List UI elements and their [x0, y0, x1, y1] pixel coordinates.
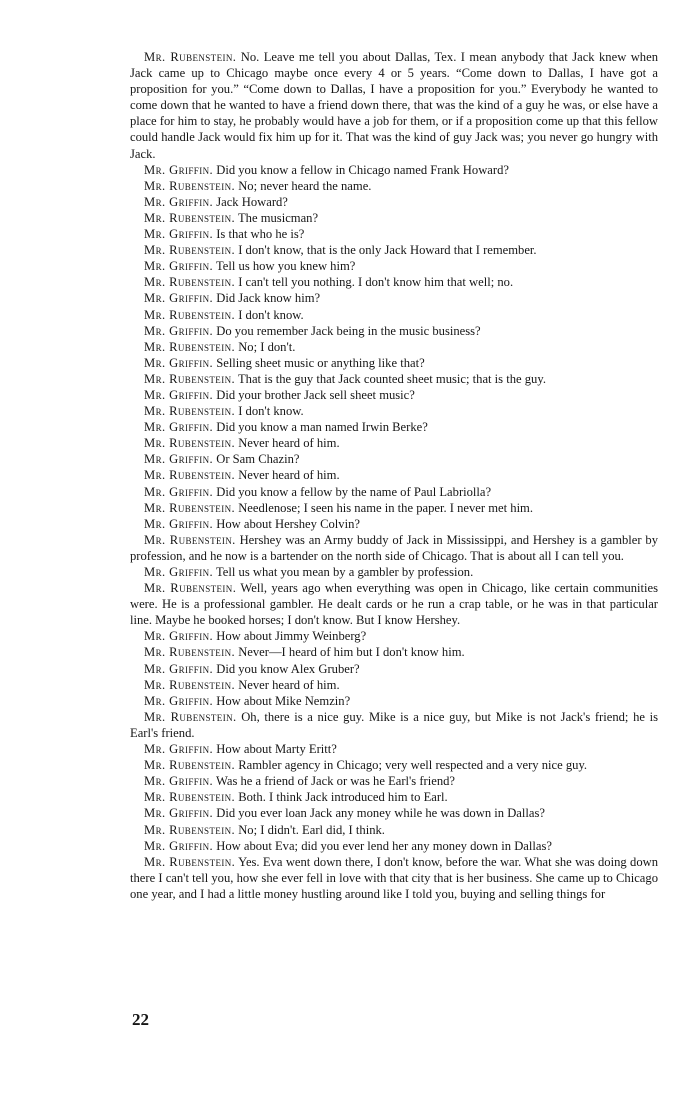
- testimony-paragraph: [130, 339, 658, 355]
- speaker-name: Mr. Griffin.: [144, 629, 214, 644]
- testimony-paragraph: [130, 693, 658, 709]
- testimony-paragraph: [130, 532, 658, 564]
- testimony-text: Tell us how you knew him?: [215, 259, 356, 274]
- speaker-name: Mr. Rubenstein.: [144, 854, 236, 869]
- testimony-text: Rambler agency in Chicago; very well respected and a very nice guy.: [238, 758, 588, 773]
- testimony-text: Do you remember Jack being in the music business?: [216, 323, 481, 338]
- speaker-name: Mr. Rubenstein.: [144, 307, 236, 322]
- speaker-name: Mr. Griffin.: [144, 194, 214, 209]
- testimony-text: Did you know a man named Irwin Berke?: [216, 420, 428, 435]
- speaker-name: Mr. Rubenstein.: [144, 50, 237, 64]
- testimony-text: Tell us what you mean by a gambler by profession.: [215, 565, 474, 579]
- speaker-name: Mr. Griffin.: [144, 355, 214, 370]
- testimony-text: Jack Howard?: [216, 194, 288, 209]
- testimony-paragraph: [130, 274, 658, 290]
- speaker-name: Mr. Rubenstein.: [144, 468, 236, 483]
- transcript-body: [130, 49, 658, 902]
- transcript-page: [130, 49, 658, 902]
- speaker-name: Mr. Griffin.: [144, 387, 214, 402]
- testimony-text: How about Jimmy Weinberg?: [216, 629, 367, 644]
- speaker-name: Mr. Rubenstein.: [144, 581, 237, 596]
- speaker-name: Mr. Griffin.: [144, 452, 214, 467]
- speaker-name: Mr. Griffin.: [144, 484, 214, 499]
- testimony-text: Did you ever loan Jack any money while he was down in Dallas?: [216, 806, 545, 821]
- speaker-name: Mr. Rubenstein.: [144, 500, 236, 515]
- speaker-name: Mr. Griffin.: [144, 661, 214, 676]
- speaker-name: Mr. Rubenstein.: [144, 275, 236, 290]
- speaker-name: Mr. Griffin.: [144, 259, 214, 274]
- testimony-paragraph: [130, 387, 658, 403]
- testimony-paragraph: [130, 403, 658, 419]
- speaker-name: Mr. Griffin.: [144, 162, 214, 177]
- testimony-text: Never—I heard of him but I don't know him.: [238, 645, 465, 660]
- testimony-text: I can't tell you nothing. I don't know him that well; no.: [238, 275, 514, 290]
- speaker-name: Mr. Griffin.: [144, 291, 214, 306]
- testimony-paragraph: [130, 307, 658, 323]
- speaker-name: Mr. Rubenstein.: [144, 210, 236, 225]
- testimony-text: Is that who he is?: [216, 227, 305, 242]
- testimony-paragraph: [130, 516, 658, 532]
- testimony-text: I don't know.: [238, 404, 304, 419]
- testimony-paragraph: [130, 242, 658, 258]
- testimony-text: How about Hershey Colvin?: [216, 516, 360, 531]
- testimony-paragraph: [130, 467, 658, 483]
- speaker-name: Mr. Rubenstein.: [144, 758, 236, 773]
- testimony-text: Never heard of him.: [238, 468, 340, 483]
- testimony-paragraph: [130, 757, 658, 773]
- testimony-text: Did you know a fellow by the name of Paul Labriolla?: [216, 484, 492, 499]
- testimony-paragraph: [130, 355, 658, 371]
- testimony-text: Was he a friend of Jack or was he Earl's friend?: [215, 774, 456, 789]
- testimony-text: Hershey was an Army buddy of Jack in Mississippi, and Hershey is a gambler by profession, and he now is a bartender on the north side of Chicago. That is about all I can tell you.: [130, 532, 658, 563]
- testimony-text: Selling sheet music or anything like that?: [216, 355, 425, 370]
- testimony-paragraph: [130, 451, 658, 467]
- testimony-text: I don't know, that is the only Jack Howard that I remember.: [238, 243, 537, 258]
- speaker-name: Mr. Rubenstein.: [144, 645, 236, 660]
- testimony-text: Did you know Alex Gruber?: [216, 661, 360, 676]
- speaker-name: Mr. Griffin.: [144, 516, 214, 531]
- testimony-text: How about Mike Nemzin?: [216, 693, 351, 708]
- testimony-text: Did you know a fellow in Chicago named Frank Howard?: [216, 162, 509, 177]
- speaker-name: Mr. Rubenstein.: [144, 404, 236, 419]
- speaker-name: Mr. Griffin.: [144, 323, 214, 338]
- testimony-paragraph: [130, 484, 658, 500]
- testimony-paragraph: [130, 580, 658, 628]
- speaker-name: Mr. Griffin.: [144, 774, 214, 789]
- speaker-name: Mr. Rubenstein.: [144, 790, 236, 805]
- testimony-text: No; I don't.: [238, 339, 296, 354]
- testimony-paragraph: [130, 661, 658, 677]
- testimony-text: No; never heard the name.: [238, 178, 372, 193]
- speaker-name: Mr. Rubenstein.: [144, 709, 237, 724]
- testimony-paragraph: [130, 773, 658, 789]
- testimony-text: Or Sam Chazin?: [216, 452, 300, 467]
- testimony-paragraph: [130, 258, 658, 274]
- testimony-paragraph: [130, 789, 658, 805]
- testimony-paragraph: [130, 371, 658, 387]
- testimony-paragraph: [130, 290, 658, 306]
- speaker-name: Mr. Griffin.: [144, 742, 214, 757]
- speaker-name: Mr. Rubenstein.: [144, 339, 236, 354]
- testimony-paragraph: [130, 178, 658, 194]
- testimony-paragraph: [130, 854, 658, 902]
- speaker-name: Mr. Rubenstein.: [144, 243, 236, 258]
- testimony-paragraph: [130, 564, 658, 580]
- testimony-paragraph: [130, 435, 658, 451]
- testimony-text: I don't know.: [238, 307, 304, 322]
- testimony-text: No. Leave me tell you about Dallas, Tex. I mean anybody that Jack knew when Jack came up to Chicago maybe once every 4 or 5 years. “Come down to Dallas, I have got a proposition for you.” “Come down to Dallas, I have a proposition for you.” Everybody he wanted to come down that he wanted to have a friend down there, that was the kind of a guy he was, or else have a place for him to stay, he probably would have a job for them, or if a proposition come up that this fellow could handle Jack would fix him up for it. That was the kind of guy Jack was; you never go hungry with Jack.: [130, 50, 658, 161]
- testimony-paragraph: [130, 323, 658, 339]
- testimony-paragraph: [130, 210, 658, 226]
- testimony-text: That is the guy that Jack counted sheet music; that is the guy.: [237, 371, 546, 386]
- speaker-name: Mr. Rubenstein.: [144, 822, 236, 837]
- testimony-text: Never heard of him.: [238, 436, 340, 451]
- speaker-name: Mr. Griffin.: [144, 227, 214, 242]
- speaker-name: Mr. Griffin.: [144, 806, 214, 821]
- testimony-paragraph: [130, 741, 658, 757]
- speaker-name: Mr. Rubenstein.: [144, 371, 236, 386]
- testimony-text: Yes. Eva went down there, I don't know, before the war. What she was doing down there I can't tell you, how she ever fell in love with that city that is her business. She came up to Chicago one year, and I had a little money hustling around like I told you, buying and selling things for: [130, 854, 659, 901]
- testimony-paragraph: [130, 838, 658, 854]
- testimony-text: The musicman?: [237, 210, 319, 225]
- testimony-paragraph: [130, 805, 658, 821]
- speaker-name: Mr. Rubenstein.: [144, 532, 236, 547]
- testimony-text: How about Marty Eritt?: [216, 742, 337, 757]
- speaker-name: Mr. Griffin.: [144, 565, 214, 579]
- page-number: 22: [132, 1010, 149, 1029]
- speaker-name: Mr. Griffin.: [144, 693, 214, 708]
- testimony-text: How about Eva; did you ever lend her any money down in Dallas?: [216, 838, 552, 853]
- testimony-paragraph: [130, 628, 658, 644]
- testimony-paragraph: [130, 709, 658, 741]
- testimony-text: Well, years ago when everything was open in Chicago, like certain communities were. He is a professional gambler. He dealt cards or he run a crap table, or he was in that particular line. Maybe he booked horses; I don't know. But I know Hershey.: [130, 581, 659, 628]
- testimony-text: Needlenose; I seen his name in the paper. I never met him.: [238, 500, 534, 515]
- testimony-paragraph: [130, 677, 658, 693]
- testimony-paragraph: [130, 644, 658, 660]
- testimony-paragraph: [130, 226, 658, 242]
- testimony-paragraph: [130, 500, 658, 516]
- testimony-text: No; I didn't. Earl did, I think.: [238, 822, 385, 837]
- speaker-name: Mr. Griffin.: [144, 420, 214, 435]
- speaker-name: Mr. Rubenstein.: [144, 178, 236, 193]
- testimony-text: Both. I think Jack introduced him to Earl.: [238, 790, 448, 805]
- testimony-text: Did Jack know him?: [216, 291, 321, 306]
- testimony-paragraph: [130, 162, 658, 178]
- speaker-name: Mr. Rubenstein.: [144, 677, 236, 692]
- testimony-paragraph: [130, 49, 658, 162]
- testimony-paragraph: [130, 419, 658, 435]
- testimony-paragraph: [130, 194, 658, 210]
- testimony-text: Never heard of him.: [238, 677, 340, 692]
- testimony-text: Oh, there is a nice guy. Mike is a nice guy, but Mike is not Jack's friend; he is Earl's friend.: [130, 709, 658, 740]
- speaker-name: Mr. Rubenstein.: [144, 436, 236, 451]
- testimony-paragraph: [130, 822, 658, 838]
- speaker-name: Mr. Griffin.: [144, 838, 214, 853]
- testimony-text: Did your brother Jack sell sheet music?: [216, 387, 415, 402]
